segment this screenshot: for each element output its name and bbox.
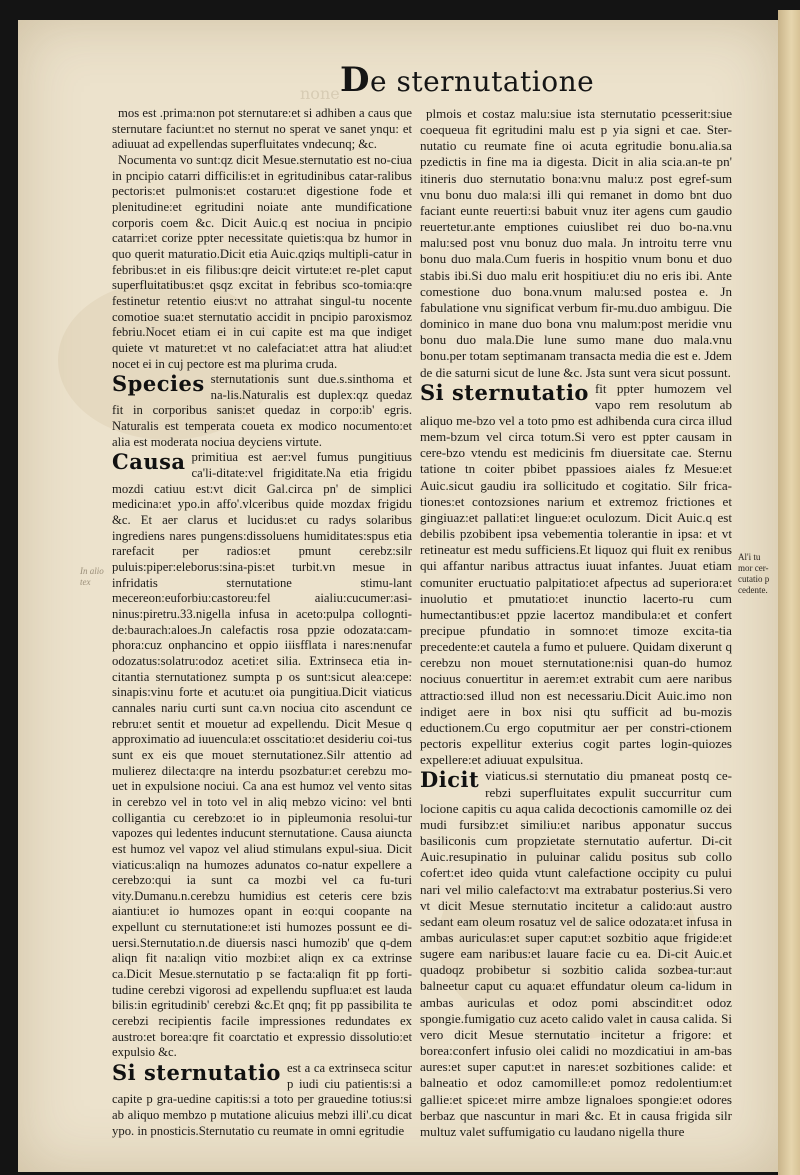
left-column (112, 106, 412, 1139)
section-heading: Species (112, 371, 205, 397)
paragraph-text: mos est .prima:non pot sternutare:et si adhiben a caus que sternutare faciunt:et no sternut no sperat ve sanet ynqu: et adiuuat ad expellendas superfluitates vndecunq; &c. (112, 106, 412, 152)
paragraph (420, 768, 732, 1140)
paragraph-text: est a ca extrinseca scitur p iudi ciu patientis:si a capite p gra-uedine capitis:si a toto per grauedine totius:si ab aliquo membzo p mutatione alicuius mebzi illi'.cu dicat ypo. in pnosticis.Sternutatio cu reumate in omni egritudie (112, 1061, 412, 1138)
paragraph-text: viaticus.si sternutatio diu pmaneat postq ce-rebzi superfluitates expulit succurritur cum locione capitis cu aqua calida decoctionis camomille oz dei mudi fursibz:et similiu:et naribus apponatur succus basiliconis cum propzietate sternutatio aufertur. Di-cit Auic.resupinatio in puluinar calidu positus sub collo cofert:et ideo quida vtunt calefactione occipity cu pului nari vel milio calefacto:vt ma extrabatur posterius.Si vero vt dicit Mesue sternutatio incitetur a calido:aut austro sedant eam oleum rosatuz vel de salice odozata:et infusa in ambas auriculas:et super caput:et sozbitio aque frigide:et sugere eam naribus:et lauare facie cu ea. Di-cit Auic.et quadoqz probibetur si sozbitio calida sozbea-tur:aut balneetur caput cu aqua:et effundatur oleum ca-lidum in ambas auriculas et odoz pomi abscindit:et odoz spongie.fumigatio cuz aceto calido valet in causa calida. Si vero dicit Mesue sternutatio incitetur a frigore: et borea:confert infusio olei calidi no mozdicatiui in am-bas aures:et super caput:et in nares:et sozbitiones calide: et balneatio et odoz camomille:et pomoz redolentium:et gallie:et spice:et mirre ambze lignaloes spongie:et odores berbaz que nascuntur in mari &c. Et in causa frigida silr multuz valet suffumigatio cu laudano nigella thure (420, 768, 732, 1139)
paragraph (112, 106, 412, 153)
running-head-title: e sternutatione (369, 65, 595, 98)
paragraph (420, 381, 732, 769)
paragraph-text: Nocumenta vo sunt:qz dicit Mesue.sternutatio est no-ciua in pncipio catarri difficilis:et in egritudinibus catar-ralibus pectoris:et pulmonis:et costaru:et digestione fode et plenitudine:et egritudini noiate ante mundificatione corporis coem &c. Dicit Auic.q est nociua in pncipio catarri:et corize ppter necessitate quietis:qua bz humor in quo querit maturatio.Dicit etia Auic.qziqs multipli-catur in febribus:et in eis filibus:qre deicit virtute:et re-plet caput superfluitatibus:et qsqz excitat in febribus sco-tomia:qre festinetur retentio eius:vt no attrahat singul-tu nocente comotioe sua:et sternutatio accidit in pncipio paroxismoz febriu.Nocet etiam ei in cui capite est ma que indiget quiete vt maturet:et vt no calefaciat:et attra hat aliud:et nocet ei in cuj pectore est ma plurima cruda. (112, 152, 412, 371)
paragraph-text: plmois et costaz malu:siue ista sternutatio pcesserit:siue coequeua fit egritudini malu est p yia signi et cae. Ster-nutatio cu reumate fine oi acuta egritudie bonu.alia.sa pzedictis in fine ma ia digesta. Dicit in alia scia.an-te pn' itineris duo sternutatio bona:vnu malu:z post egref-sum vnu bonu duo mala:si illi qui remanet in domo bnt duo faciant eunte reuerti:si babuit vnuz iter agens cum gaudio reuertetur.ante emptiones cuiuslibet rei duo bo-na.vnu malu:sed post vnu bonuz duo mala. Jn introitu terre vnu bonu duo mala.Cum fueris in hospitio vnum bonu et duo stabis ibi.Si duo malu erit hospitiu:et diu no eris ibi. Ante comestione duo bona.vnum malu:sed postea e. Jn fabulatione vnu significat verbum fir-mu.duo ambiguu. Die dominico in mane duo bona vnu malum:post meridie vnu bonu duo mala.Die lune sumo mane duo mala.vnu bonu.per totam septimanam transacta media die est e. Jdem de die saturni sicut de lune &c. Jsta sunt vera sicut possunt. (420, 106, 732, 380)
running-head (340, 60, 640, 100)
paragraph-text: primitiua est aer:vel fumus pungitiuus ca'li-ditate:vel frigiditate.Na etia frigidu mozdi catiuu est:vt dicit Gal.circa pn' de simplici medicina:et ypo.in affo'.vlceribus quide mozdax frigidu &c. Et aer clarus et lucidus:et cu radys solaribus ingrediens nares pungens:dissoluens humiditates:spus etia rarefacit per radios:et pmunt cerebz:silr puluis:piper:eleborus:sina-pis:et turbit.vn mesue in infridatis sternutatione stimu-lant mecereon:euforbiu:castoreu:fel aialiu:cucumer:asi-ninus:piretru.33.nigella infusa in aceto:pulpa collognti-de:baurach:aloes.Jn calefactis rosa ppzie odozata:cam-phora:cuz onphancino et oppio iiisfflata i nares:nenufar odozatus:solatru:odoz aceti:et silia. Extrinseca etia in-citantia sternutationez sumpta p os sunt:sicut alea:cepe: sinapis:vinu forte et acutu:et oia pungitiua.Dicit viaticus cannales nariu curti sunt ca.vn nociua cito ascendunt ce rebru:et sentit et mouetur ad expellendu. Dicit Mesue q approximatio ad iuuencula:et osscitatio:et desideriu coi-tus sunt ex eis que mouet sternutationez.Silr attentio ad mulierez dilecta:qre na interdu psozbatur:et cerebzu mo-uet in expulsione nociui. Ca ana est humoz vel vento sitas in cerebzo vel in toto vel in aliq mebzo vicino: vel bnti colligantia cu cerebzo:et io in pipleumonia resolui-tur vapozes qui ledentes inducunt sternutatione. Causa aiuncta est humoz vel vapoz vel aliud stimulans expul-siua. Dicit viaticus:aliqn na humozes adunatos co-natur expellere a cerebzo:qui ia sunt ca mozbi vel ca fu-turi vity.Dumanu.n.cerebzu humidius est ceteris cere bzis aiantiu:et io humozes opant in eo:qui coopante na expellunt cu sternutatione:et isti humozes possunt ee di-uersi.Sternutatio.n.de diuersis nasci humozib' que q-dem aliqn fit na:aliqn vitio mozbi:et aliqn ex ca extrinse ca.Dicit Mesue.sternutatio p se facta:aliqn fit pp forti-tudine cerebzi vigorosi ad expellendu supflua:et est lauda bilis:in egritudinib' cerebzi &c.Et qnq; fit pp passibilita te cerebzi recipientis facile impressiones redundates ex austro:et borea:qre fit coarctatio et expressio dissolutio:et expulsio &c. (112, 450, 412, 1060)
bleed-through-text: none (300, 84, 340, 103)
margin-note-left: In alio tex (80, 566, 104, 587)
paragraph (112, 153, 412, 372)
section-heading: Causa (112, 449, 186, 475)
section-heading: Dicit (420, 767, 480, 793)
section-heading: Si sternutatio (112, 1060, 281, 1086)
right-column (420, 106, 732, 1140)
paragraph-text: sternutationis sunt due.s.sinthoma et na-lis.Naturalis est duplex:qz quedaz fit in corporibus sanis:et quedaz in corpo:ib' egris. Naturalis est temperata coueta ex modico nocumento:et alia est moderata nociua deyciens virtute. (112, 372, 412, 449)
paragraph (112, 1061, 412, 1139)
paragraph (112, 450, 412, 1061)
adjacent-page-edge (778, 10, 800, 1175)
paragraph (112, 372, 412, 450)
paragraph (420, 106, 732, 381)
paragraph-text: fit ppter humozem vel vapo rem resolutum ab aliquo me-bzo vel a toto pmo est adhibenda cura circa illud mem-bzum vel circa totum.Si vero est ppter causam in cere-bzo vtendu est medicinis fm diuersitate cae. Sternu tatione tn coiter pbibet ppassioes aiales fz Mesue:et Auic.sicut gaudiu ira sollicitudo et cogitatio. Silr frica-tiones:et contozsiones narium et extremoz frictiones et gingiuaz:et pallati:et lingue:et oculozum. Dicit Auic.q est debilis pzobibent ipsa vebementia tolerantie in ipsa: et vt retineatur est medu sufficiens.Et liquoz qui fluit ex renibus qui affantur naribus attractus iuuat infantes. Juuat etiam comuniter eructuatio palpitatio:et afpectus ad superiora:et inuolutio et pmutatio:et inunctio lacerto-ru cum humectantibus:et ppzie lacertoz mandibula:et et confert precipue pfundatio in somno:et timoze excita-tia precedente:et cautela a fumo et puluere. Quidam dixerunt q cerebzu non mouet sternutatione:nisi quan-do humoz nociuus conuertitur in aerem:et extrabit cum aere naribus attractio:sed illud non est necessariu.Dicit Auic.imo non indiget aere in box nisi qtu sufficit ad bu-mozis eductionem.Cu ergo coputmitur aer per constri-ctionem pectoris expellitur exterius cogit partes login-quiozes expellere:et adiuuat expulsitua. (420, 380, 732, 768)
section-heading: Si sternutatio (420, 379, 589, 405)
margin-note-right: Al'i tu mor cer-cutatio p cedente. (738, 552, 770, 595)
running-head-initial: D (340, 60, 370, 100)
